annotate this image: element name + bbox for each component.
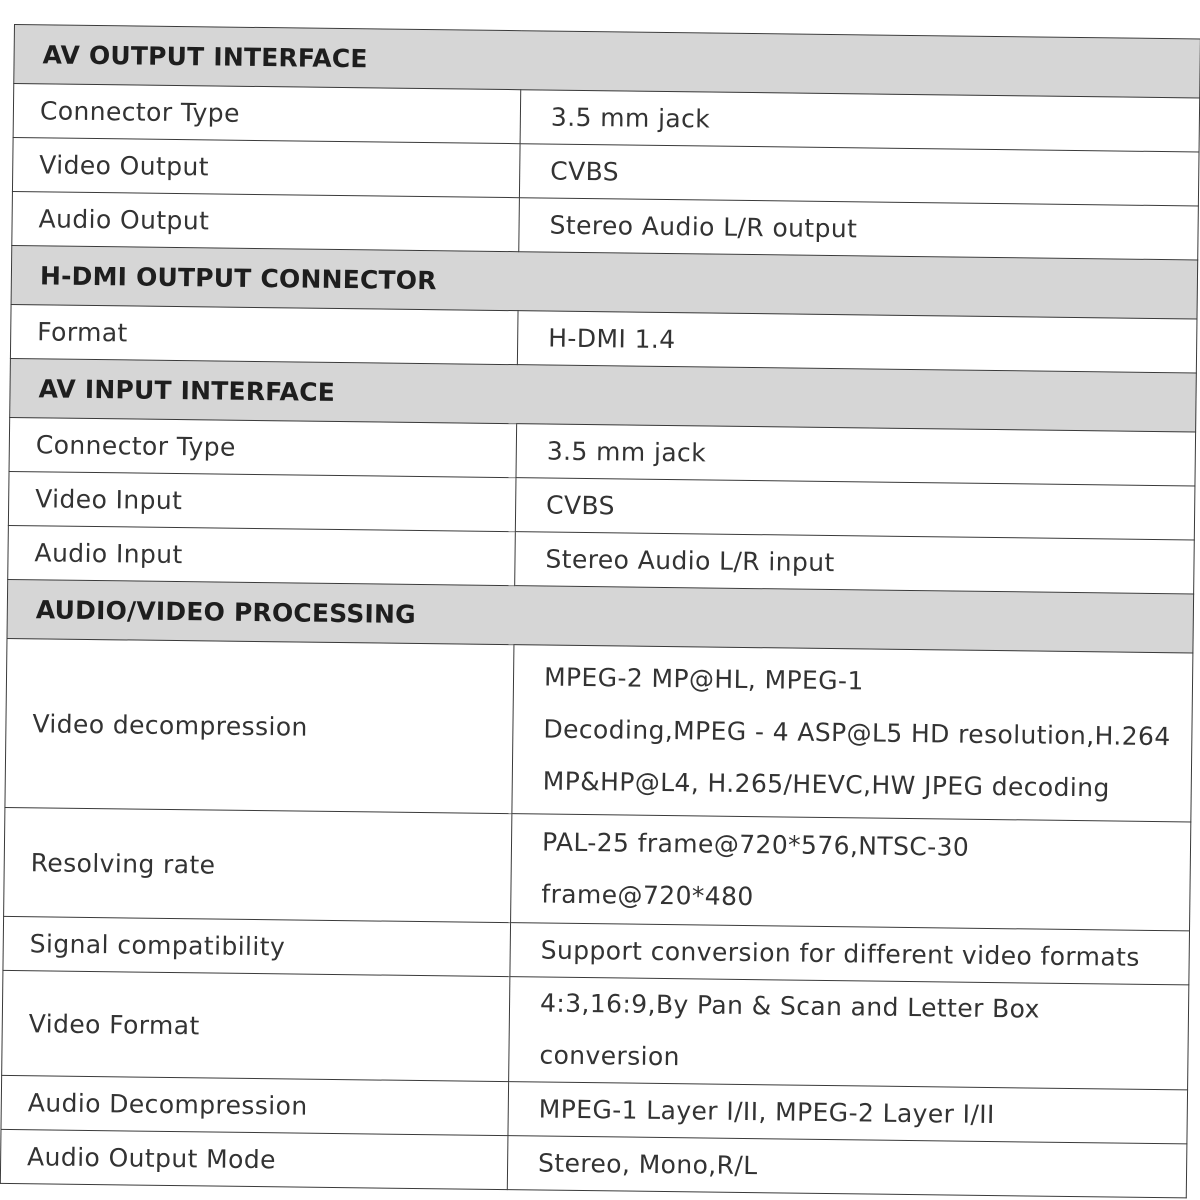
spec-row-resolving-rate: [4, 807, 1191, 930]
section-title-av-input: AV INPUT INTERFACE: [10, 358, 1197, 431]
spec-value: [507, 1136, 1187, 1198]
spec-value: [510, 923, 1190, 985]
spec-row-video-format: [2, 970, 1189, 1089]
spec-label: Signal compatibility: [3, 916, 511, 976]
spec-value-line: PAL-25 frame@720*576,NTSC-30: [541, 827, 970, 862]
spec-row-video-decompression: [5, 638, 1193, 821]
spec-label: Audio Input: [8, 525, 516, 585]
spec-value-line: 3.5 mm jack: [546, 436, 707, 467]
spec-value: [509, 977, 1189, 1090]
spec-value: [515, 478, 1195, 540]
spec-value: [511, 814, 1191, 931]
spec-value-line: Stereo, Mono,R/L: [537, 1147, 758, 1180]
spec-label: Audio Decompression: [1, 1075, 509, 1135]
section-title-av-output: AV OUTPUT INTERFACE: [14, 25, 1200, 98]
spec-value: [508, 1082, 1188, 1144]
spec-label: Video Output: [12, 137, 520, 197]
spec-label: Video decompression: [5, 638, 514, 813]
spec-value: [512, 645, 1193, 822]
spec-value: [519, 144, 1199, 206]
spec-value-line: Decoding,MPEG - 4 ASP@L5 HD resolution,H.264: [543, 714, 1171, 752]
spec-value-line: MPEG-1 Layer I/II, MPEG-2 Layer I/II: [538, 1093, 995, 1129]
spec-value-line: 4:3,16:9,By Pan & Scan and Letter Box conversion: [539, 988, 1040, 1072]
spec-value-line: MPEG-2 MP@HL, MPEG-1: [543, 662, 864, 696]
spec-label: Connector Type: [13, 84, 521, 144]
spec-label: Format: [10, 304, 518, 364]
spec-value: [517, 311, 1197, 373]
spec-value-line: H-DMI 1.4: [548, 323, 676, 354]
spec-label: Video Input: [8, 471, 516, 531]
spec-value-line: Stereo Audio L/R output: [549, 210, 858, 243]
spec-value-line: CVBS: [550, 156, 620, 186]
spec-label: Resolving rate: [4, 807, 512, 922]
spec-label: Audio Output Mode: [0, 1129, 508, 1189]
spec-value: [515, 532, 1195, 594]
section-title-hdmi-output: H-DMI OUTPUT CONNECTOR: [11, 245, 1198, 318]
spec-value: [519, 198, 1199, 260]
spec-value: [520, 90, 1200, 152]
spec-value-line: MP&HP@L4, H.265/HEVC,HW JPEG decoding: [542, 766, 1110, 803]
spec-table: [0, 24, 1200, 1198]
spec-value-line: Stereo Audio L/R input: [545, 544, 835, 577]
spec-label: Connector Type: [9, 417, 517, 477]
spec-value-line: Support conversion for different video formats: [540, 935, 1140, 972]
spec-label: Video Format: [2, 970, 510, 1081]
section-title-av-processing: AUDIO/VIDEO PROCESSING: [7, 579, 1194, 652]
spec-value: [516, 424, 1196, 486]
spec-value-line: CVBS: [545, 490, 616, 520]
spec-value-line: 3.5 mm jack: [550, 102, 711, 134]
spec-label: Audio Output: [12, 191, 520, 251]
spec-value-line: frame@720*480: [541, 879, 754, 912]
